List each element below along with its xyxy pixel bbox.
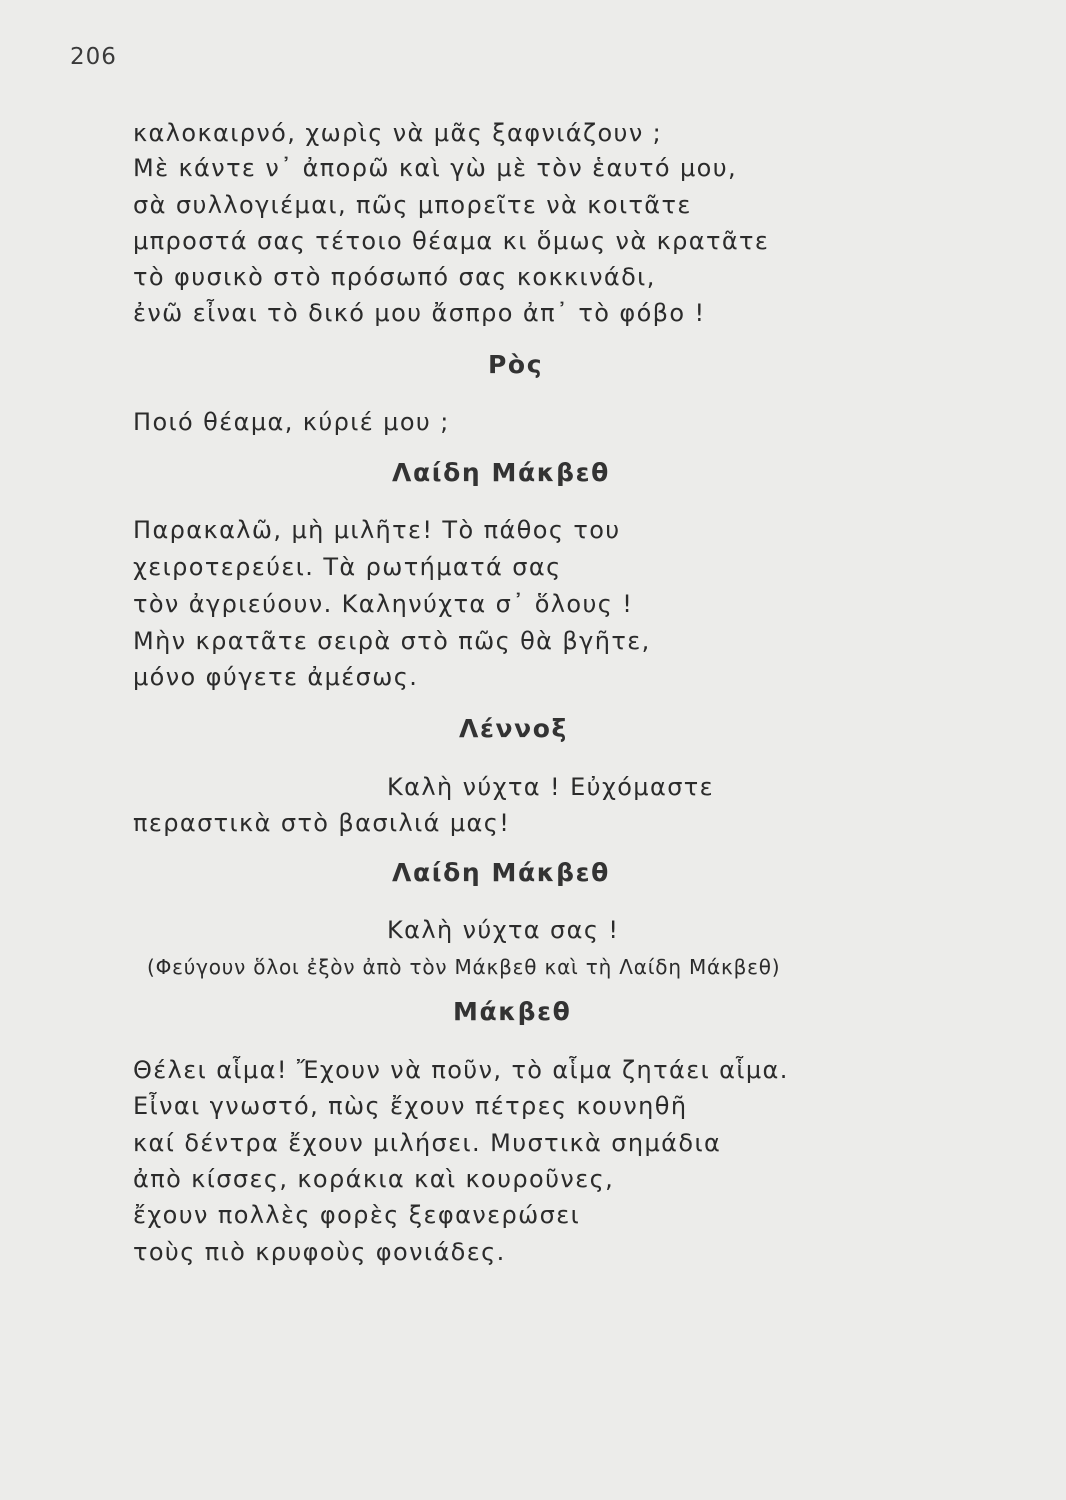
verse-line: Μὴν κρατᾶτε σειρὰ στὸ πῶς θὰ βγῆτε, (133, 627, 651, 655)
verse-line: ἐνῶ εἶναι τὸ δικό μου ἄσπρο ἀπ᾿ τὸ φόβο ! (133, 299, 706, 327)
verse-line: Θέλει αἷμα! Ἔχουν νὰ ποῦν, τὸ αἷμα ζητάει αἷμα. (133, 1056, 789, 1084)
speaker-name: Μάκβεθ (453, 997, 572, 1026)
speaker-name: Λαίδη Μάκβεθ (392, 458, 610, 487)
verse-line: καί δέντρα ἔχουν μιλήσει. Μυστικὰ σημάδια (133, 1129, 722, 1157)
stage-direction: (Φεύγουν ὅλοι ἐξὸν ἀπὸ τὸν Μάκβεθ καὶ τὴ Λαίδη Μάκβεθ) (147, 955, 781, 979)
verse-line: περαστικὰ στὸ βασιλιά μας! (133, 809, 511, 837)
verse-line: μόνο φύγετε ἀμέσως. (133, 663, 419, 691)
speaker-name: Λέννοξ (459, 714, 568, 743)
verse-line: τὸν ἀγριεύουν. Καληνύχτα σ᾿ ὅλους ! (133, 590, 634, 618)
page-number: 206 (70, 44, 117, 70)
verse-line: Καλὴ νύχτα ! Εὐχόμαστε (387, 773, 715, 801)
verse-line: Καλὴ νύχτα σας ! (387, 916, 620, 944)
speaker-name: Ρὸς (488, 350, 544, 379)
verse-line: χειροτερεύει. Τὰ ρωτήματά σας (133, 553, 562, 581)
verse-line: σὰ συλλογιέμαι, πῶς μπορεῖτε νὰ κοιτᾶτε (133, 191, 692, 219)
speaker-name: Λαίδη Μάκβεθ (392, 858, 610, 887)
verse-line: ἀπὸ κίσσες, κοράκια καὶ κουροῦνες, (133, 1165, 615, 1193)
verse-line: ἔχουν πολλὲς φορὲς ξεφανερώσει (133, 1201, 581, 1229)
verse-line: Ποιό θέαμα, κύριέ μου ; (133, 408, 450, 436)
verse-line: τοὺς πιὸ κρυφοὺς φονιάδες. (133, 1238, 506, 1266)
verse-line: Μὲ κάντε ν᾿ ἀπορῶ καὶ γὼ μὲ τὸν ἑαυτό μου, (133, 154, 738, 182)
verse-line: Παρακαλῶ, μὴ μιλῆτε! Τὸ πάθος του (133, 516, 621, 544)
verse-line: μπροστά σας τέτοιο θέαμα κι ὅμως νὰ κρατᾶτε (133, 227, 770, 255)
verse-line: Εἶναι γνωστό, πὼς ἔχουν πέτρες κουνηθῆ (133, 1092, 688, 1120)
verse-line: καλοκαιρνό, χωρὶς νὰ μᾶς ξαφνιάζουν ; (133, 119, 663, 147)
verse-line: τὸ φυσικὸ στὸ πρόσωπό σας κοκκινάδι, (133, 263, 656, 291)
